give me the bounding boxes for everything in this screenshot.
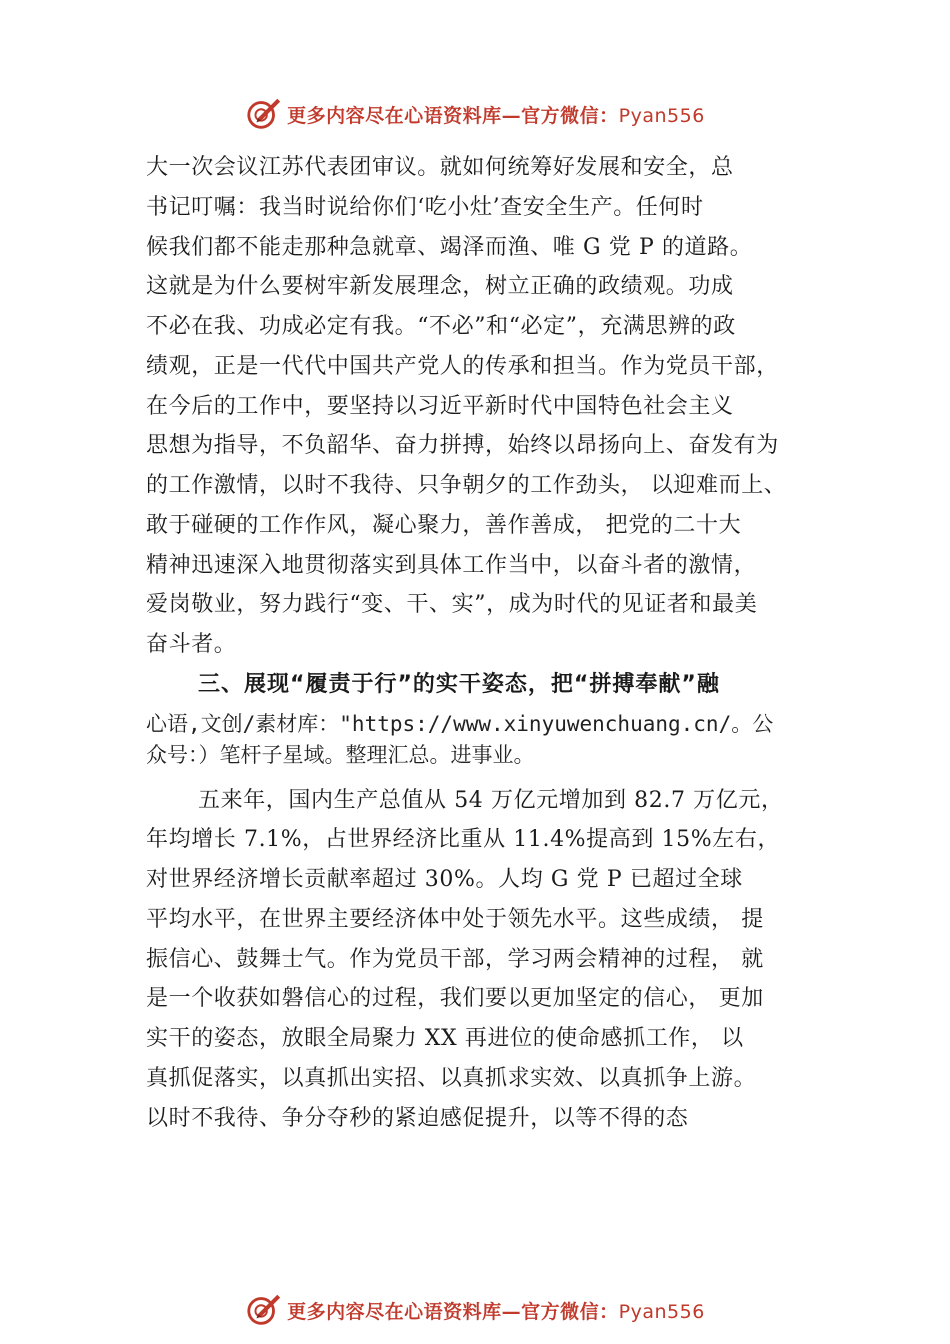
text-line: 敢于碰硬的工作作风，凝心聚力，善作善成， 把党的二十大 [146, 512, 742, 538]
ad-line: 众号：）笔杆子星域。整理汇总。进事业。 [146, 742, 535, 767]
text-line: 大一次会议江苏代表团审议。就如何统筹好发展和安全，总 [146, 155, 734, 180]
text-line: 绩观，正是一代代中国共产党人的传承和担当。作为党员干部， [146, 353, 779, 379]
text-line: 在今后的工作中，要坚持以习近平新时代中国特色社会主义 [146, 393, 734, 419]
text-line: 实干的姿态，放眼全局聚力 XX 再进位的使命感抓工作， 以 [146, 1026, 744, 1051]
ad-line: 心语,文创/素材库："https://www.xinyuwenchuang.cn/。公 [146, 711, 774, 736]
text-line: 精神迅速深入地贯彻落实到具体工作当中，以奋斗者的激情， [146, 552, 757, 578]
text-line: 年均增长 7.1%，占世界经济比重从 11.4%提高到 15%左右， [146, 827, 781, 853]
ad-notice [146, 709, 846, 771]
header-wechat-id: Pyan556 [618, 104, 705, 127]
text-line: 真抓促落实，以真抓出实招、以真抓求实效、以真抓争上游。 [146, 1065, 757, 1091]
paragraph-2 [146, 781, 846, 1139]
text-line: 对世界经济增长贡献率超过 30%。人均 G 党 P 已超过全球 [146, 867, 743, 892]
document-body [146, 148, 846, 1138]
pen-logo-icon [245, 95, 283, 133]
footer-wechat-id: Pyan556 [618, 1300, 705, 1323]
text-line: 思想为指导，不负韶华、奋力拼搏，始终以昂扬向上、奋发有为 [146, 433, 779, 459]
footer-banner [0, 1290, 950, 1330]
text-line: 爱岗敬业，努力践行“变、干、实”，成为时代的见证者和最美 [146, 592, 758, 618]
text-line: 书记叮嘱：我当时说给你们‘吃小灶’查安全生产。任何时 [146, 194, 704, 220]
text-line: 奋斗者。 [146, 632, 237, 657]
text-line: 以时不我待、争分夺秒的紧迫感促提升，以等不得的态 [146, 1105, 689, 1131]
header-text: 更多内容尽在心语资料库—官方微信：Pyan556 [287, 104, 705, 127]
text-line: 这就是为什么要树牢新发展理念，树立正确的政绩观。功成 [146, 274, 734, 300]
text-line: 的工作激情，以时不我待、只争朝夕的工作劲头， 以迎难而上、 [146, 473, 787, 498]
text-line: 平均水平，在世界主要经济体中处于领先水平。这些成绩， 提 [146, 906, 764, 932]
paragraph-1 [146, 148, 846, 665]
pen-logo-icon [245, 1291, 283, 1329]
text-line: 是一个收获如磐信心的过程，我们要以更加坚定的信心， 更加 [146, 986, 764, 1012]
header-banner [0, 94, 950, 134]
text-line: 五来年，国内生产总值从 54 万亿元增加到 82.7 万亿元， [198, 787, 784, 813]
footer-text: 更多内容尽在心语资料库—官方微信：Pyan556 [287, 1300, 705, 1323]
text-line: 候我们都不能走那种急就章、竭泽而渔、唯 G 党 P 的道路。 [146, 234, 753, 260]
section-heading-3: 三、展现“履责于行”的实干姿态，把“拼搏奉献”融 [198, 671, 720, 697]
text-line: 振信心、鼓舞士气。作为党员干部，学习两会精神的过程， 就 [146, 946, 764, 972]
text-line: 不必在我、功成必定有我。“不必”和“必定”，充满思辨的政 [146, 314, 736, 339]
